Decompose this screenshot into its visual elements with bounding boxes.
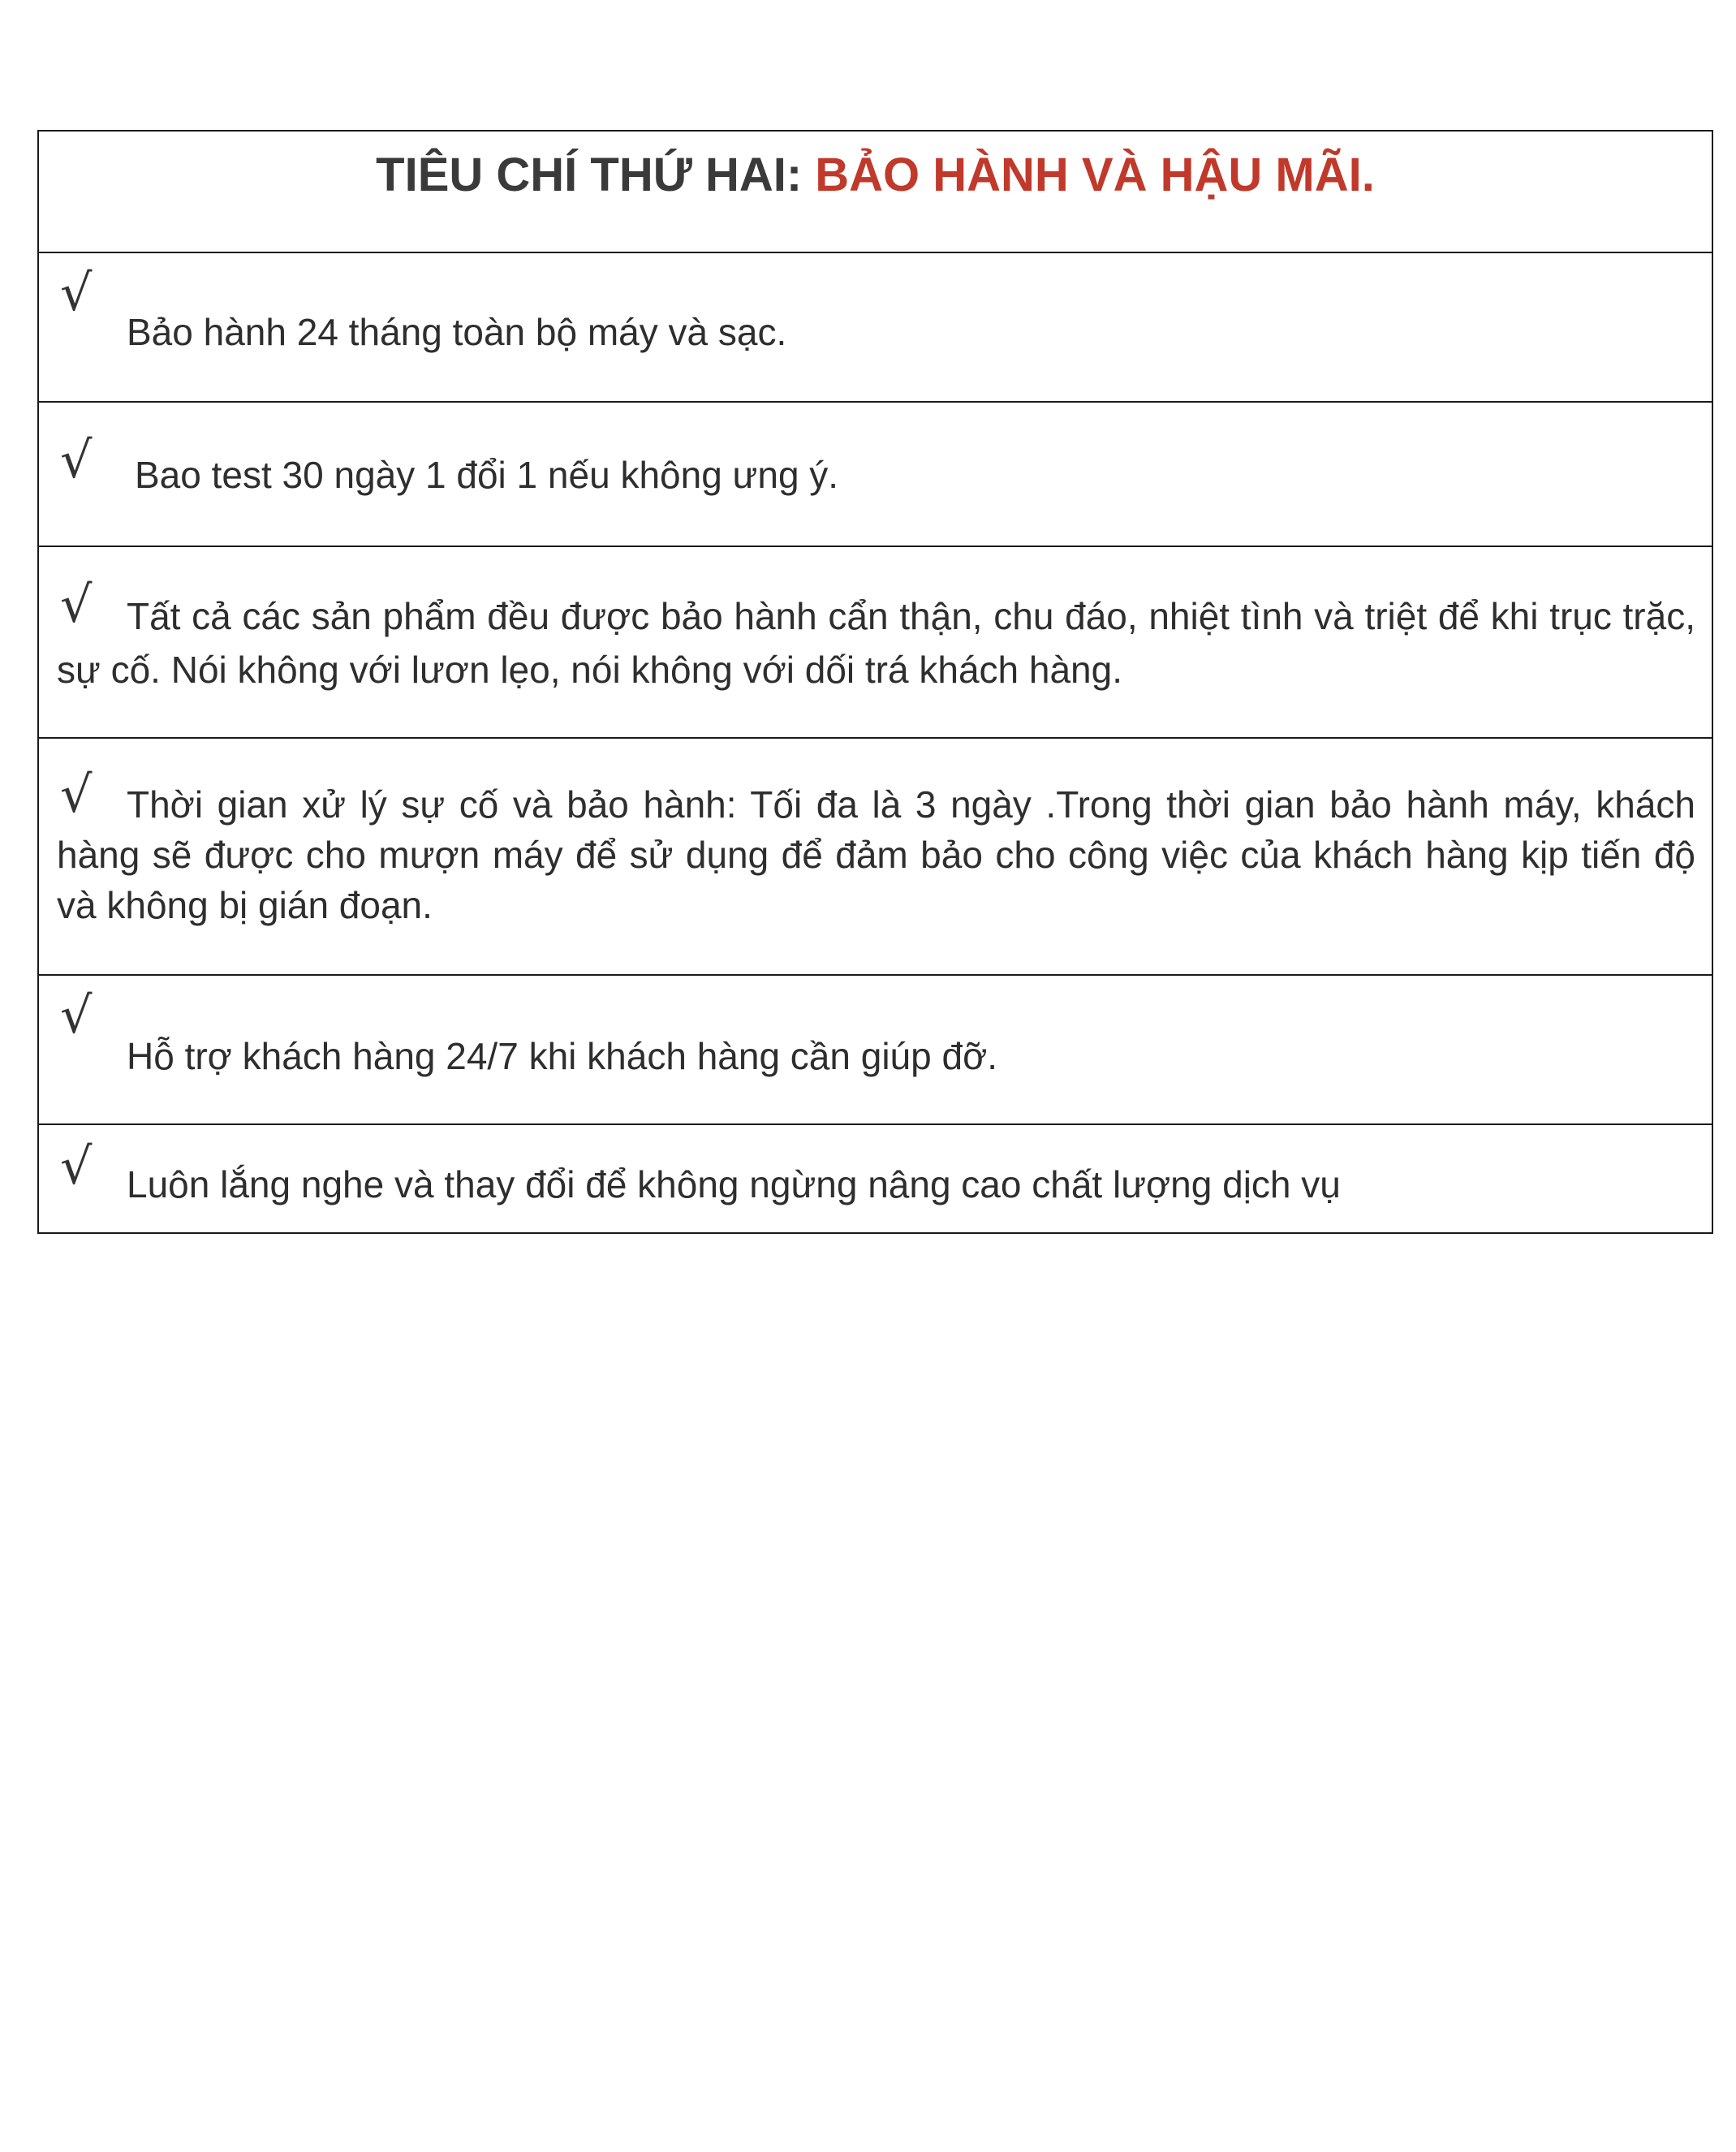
criteria-text: Luôn lắng nghe và thay đổi để không ngừng nâng cao chất lượng dịch vụ [127,1163,1341,1205]
criteria-row [39,547,1712,739]
checkmark-icon: √ [60,263,93,322]
checkmark-icon: √ [60,430,93,489]
page-title [376,149,1375,201]
criteria-row [39,976,1712,1125]
criteria-row [39,403,1712,547]
criteria-row [39,739,1712,976]
criteria-text: Bao test 30 ngày 1 đổi 1 nếu không ưng ý. [135,454,839,496]
criteria-text: Hỗ trợ khách hàng 24/7 khi khách hàng cần giúp đỡ. [127,1035,998,1077]
checkmark-icon: √ [60,575,93,634]
warranty-criteria-table [37,130,1713,1234]
checkmark-icon: √ [60,765,93,824]
criteria-row [39,1125,1712,1232]
title-highlight: BẢO HÀNH VÀ HẬU MÃI. [815,149,1375,201]
criteria-text: Thời gian xử lý sự cố và bảo hành: Tối đa là 3 ngày .Trong thời gian bảo hành máy, khách hàng sẽ được cho mượn máy để sử dụng để đảm bảo cho công việc của khách hàng kịp tiến độ và không bị gián đoạn. [57,783,1695,926]
title-prefix: TIÊU CHÍ THỨ HAI: [376,149,816,201]
title-row [39,132,1712,253]
criteria-row [39,253,1712,403]
checkmark-icon: √ [60,985,93,1045]
criteria-text: Bảo hành 24 tháng toàn bộ máy và sạc. [127,311,787,353]
checkmark-icon: √ [60,1136,93,1196]
criteria-text: Tất cả các sản phẩm đều được bảo hành cẩn thận, chu đáo, nhiệt tình và triệt để khi trục trặc, sự cố. Nói không với lươn lẹo, nói không với dối trá khách hàng. [57,595,1695,691]
